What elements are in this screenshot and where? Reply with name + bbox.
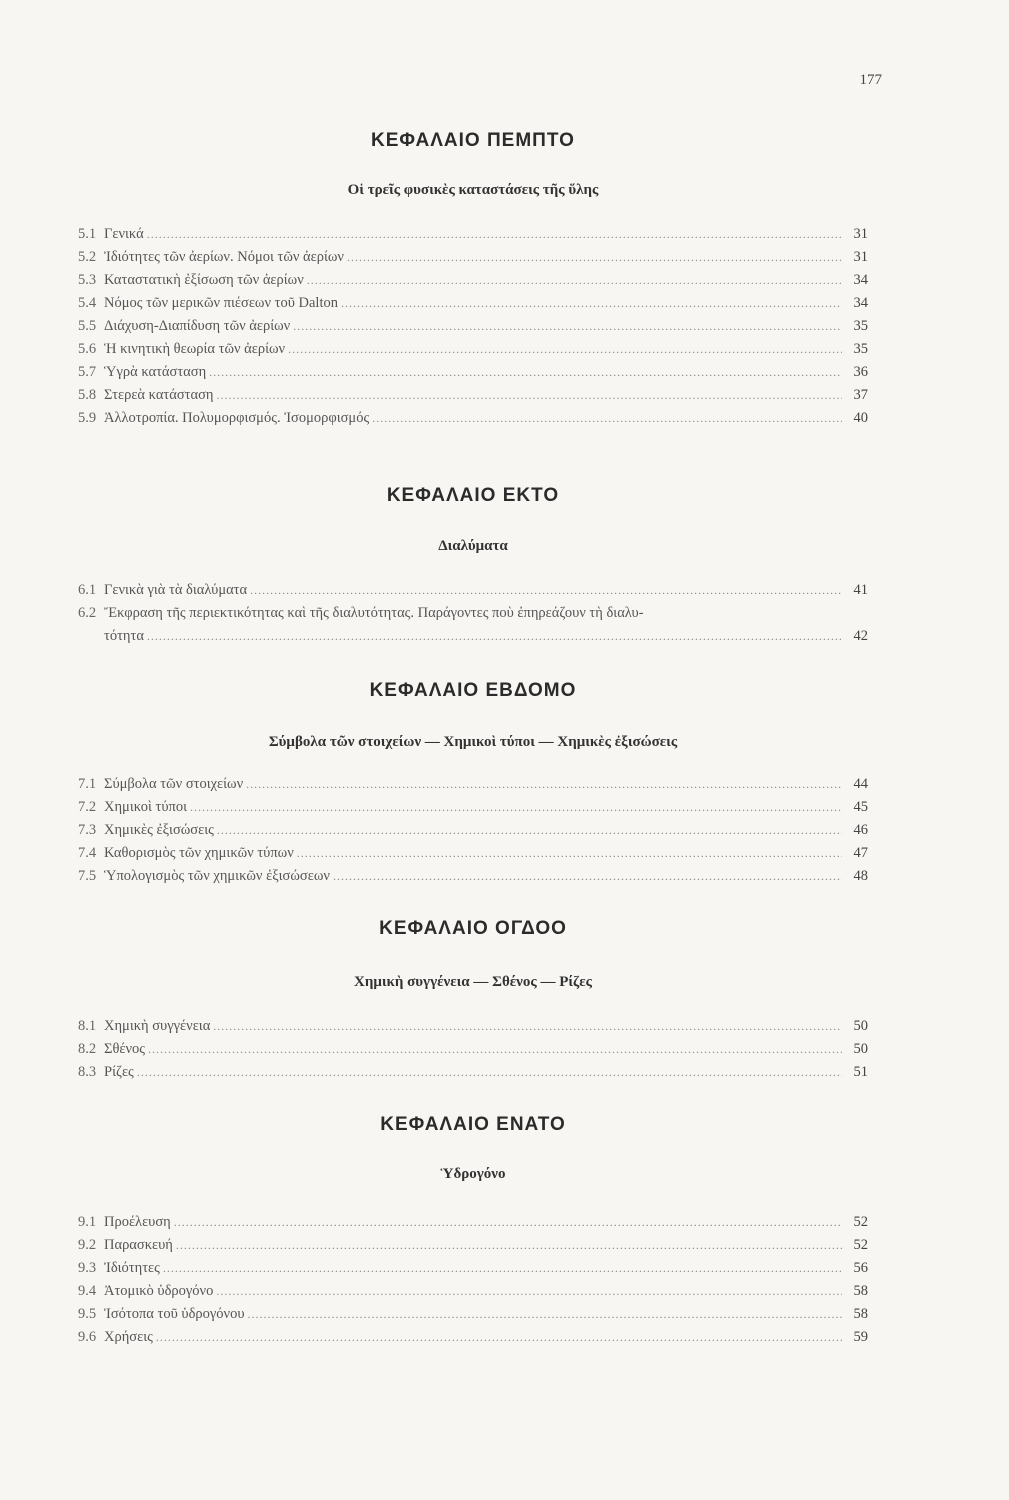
- toc-entry: [78, 361, 868, 384]
- toc-entry: [78, 1303, 868, 1326]
- toc-entry: [78, 1326, 868, 1349]
- section-page: 46: [853, 822, 868, 838]
- section-number: 6.1: [78, 582, 97, 598]
- toc-entry: [78, 246, 868, 269]
- dot-leader: [213, 1015, 842, 1038]
- section-page: 35: [853, 341, 868, 357]
- section-number: 7.4: [78, 845, 97, 861]
- section-title: Νόμος τῶν μερικῶν πιέσεων τοῦ Dalton: [104, 295, 338, 311]
- section-title: Σύμβολα τῶν στοιχείων: [104, 776, 244, 792]
- chapter-title: ΚΕΦΑΛΑΙΟ ΟΓΔΟΟ: [379, 918, 567, 939]
- dot-leader: [216, 384, 842, 407]
- section-page: 51: [853, 1064, 868, 1080]
- toc-entry: [78, 1015, 868, 1038]
- section-number: 5.2: [78, 249, 97, 265]
- toc-entry: [78, 773, 868, 796]
- section-page: 52: [853, 1214, 868, 1230]
- section-title: Ἀτομικὸ ὑδρογόνο: [104, 1283, 214, 1299]
- dot-leader: [372, 407, 842, 430]
- dot-leader: [147, 223, 842, 246]
- section-title: Ἰδιότητες: [104, 1260, 160, 1276]
- section-page: 36: [853, 364, 868, 380]
- section-title: Ρίζες: [104, 1064, 134, 1080]
- chapter-5: [78, 130, 868, 430]
- toc-entry: [78, 407, 868, 430]
- toc-entry: [78, 1061, 868, 1084]
- section-title: Χημικὴ συγγένεια: [104, 1018, 211, 1034]
- chapter-7: [78, 680, 868, 888]
- dot-leader: [248, 1303, 842, 1326]
- section-page: 45: [853, 799, 868, 815]
- section-page: 31: [853, 226, 868, 242]
- dot-leader: [297, 842, 842, 865]
- chapter-title: ΚΕΦΑΛΑΙΟ ΕΚΤΟ: [386, 485, 560, 506]
- section-title: Καταστατικὴ ἐξίσωση τῶν ἀερίων: [104, 272, 304, 288]
- section-title: Καθορισμὸς τῶν χημικῶν τύπων: [104, 845, 294, 861]
- toc-entry: [78, 315, 868, 338]
- section-page: 34: [853, 295, 868, 311]
- section-number: 8.2: [78, 1041, 97, 1057]
- section-page: 40: [853, 410, 868, 426]
- section-title: Γενικὰ γιὰ τὰ διαλύματα: [104, 582, 248, 598]
- dot-leader: [147, 625, 842, 648]
- section-page: 52: [853, 1237, 868, 1253]
- section-page: 44: [853, 776, 868, 792]
- dot-leader: [217, 819, 842, 842]
- section-number: 9.4: [78, 1283, 97, 1299]
- dot-leader: [341, 292, 842, 315]
- chapter-subtitle: Οἱ τρεῖς φυσικὲς καταστάσεις τῆς ὕλης: [347, 182, 599, 198]
- toc-entry: [78, 1211, 868, 1234]
- chapter-8: [78, 918, 868, 1084]
- section-number: 8.3: [78, 1064, 97, 1080]
- toc-entry: [78, 865, 868, 888]
- section-page: 50: [853, 1018, 868, 1034]
- section-page: 56: [853, 1260, 868, 1276]
- section-number: 9.3: [78, 1260, 97, 1276]
- toc-entries: [78, 1211, 868, 1349]
- section-title-continued: τότητα: [104, 628, 144, 644]
- dot-leader: [156, 1326, 842, 1349]
- toc-entries: [78, 223, 868, 430]
- section-number: 9.1: [78, 1214, 97, 1230]
- section-number: 7.5: [78, 868, 97, 884]
- chapter-subtitle: Χημικὴ συγγένεια — Σθένος — Ρίζες: [354, 974, 592, 990]
- section-number: 5.5: [78, 318, 97, 334]
- toc-entry: [78, 579, 868, 602]
- section-title: Ὑπολογισμὸς τῶν χημικῶν ἐξισώσεων: [104, 868, 330, 884]
- section-page: 50: [853, 1041, 868, 1057]
- toc-entry: [78, 602, 868, 648]
- chapter-6: [78, 485, 868, 648]
- section-number: 7.1: [78, 776, 97, 792]
- section-title: Σθένος: [104, 1041, 146, 1057]
- section-page: 42: [853, 628, 868, 644]
- dot-leader: [333, 865, 842, 888]
- toc-entries: [78, 579, 868, 648]
- section-title: Παρασκευή: [104, 1237, 173, 1253]
- chapter-subtitle: Ὑδρογόνο: [440, 1166, 506, 1182]
- chapter-subtitle: Σύμβολα τῶν στοιχείων — Χημικοὶ τύποι — Χημικὲς ἐξισώσεις: [268, 734, 678, 750]
- toc-entry: [78, 1234, 868, 1257]
- dot-leader: [293, 315, 842, 338]
- section-page: 58: [853, 1283, 868, 1299]
- dot-leader: [347, 246, 842, 269]
- section-title: Ἰσότοπα τοῦ ὑδρογόνου: [104, 1306, 245, 1322]
- section-page: 35: [853, 318, 868, 334]
- dot-leader: [176, 1234, 842, 1257]
- section-number: 8.1: [78, 1018, 97, 1034]
- toc-entry: [78, 338, 868, 361]
- section-title: Ἀλλοτροπία. Πολυμορφισμός. Ἰσομορφισμός: [104, 410, 370, 426]
- dot-leader: [288, 338, 842, 361]
- section-page: 31: [853, 249, 868, 265]
- chapter-title: ΚΕΦΑΛΑΙΟ ΠΕΜΠΤΟ: [371, 130, 575, 151]
- section-title: Γενικά: [104, 226, 144, 242]
- section-title: Ὑγρὰ κατάσταση: [104, 364, 207, 380]
- section-number: 6.2: [78, 605, 97, 621]
- section-number: 5.7: [78, 364, 97, 380]
- section-page: 37: [853, 387, 868, 403]
- toc-entry: [78, 384, 868, 407]
- section-title: Χημικὲς ἐξισώσεις: [104, 822, 214, 838]
- table-of-contents: [78, 122, 868, 1349]
- dot-leader: [246, 773, 842, 796]
- section-title: Προέλευση: [104, 1214, 171, 1230]
- section-title: Ἔκφραση τῆς περιεκτικότητας καὶ τῆς διαλυτότητας. Παράγοντες ποὺ ἐπηρεάζουν τὴ διαλυ-: [104, 605, 644, 621]
- section-number: 5.6: [78, 341, 97, 357]
- toc-entries: [78, 773, 868, 888]
- section-number: 5.8: [78, 387, 97, 403]
- dot-leader: [190, 796, 842, 819]
- section-number: 9.2: [78, 1237, 97, 1253]
- dot-leader: [148, 1038, 842, 1061]
- dot-leader: [216, 1280, 842, 1303]
- toc-entries: [78, 1015, 868, 1084]
- dot-leader: [174, 1211, 842, 1234]
- section-title: Ἰδιότητες τῶν ἀερίων. Νόμοι τῶν ἀερίων: [104, 249, 344, 265]
- dot-leader: [137, 1061, 842, 1084]
- toc-entry: [78, 1257, 868, 1280]
- section-number: 7.2: [78, 799, 97, 815]
- section-title: Στερεὰ κατάσταση: [104, 387, 214, 403]
- section-title: Χημικοὶ τύποι: [104, 799, 187, 815]
- section-page: 58: [853, 1306, 868, 1322]
- section-page: 41: [853, 582, 868, 598]
- chapter-9: [78, 1114, 868, 1349]
- section-title: Διάχυση-Διαπίδυση τῶν ἀερίων: [104, 318, 291, 334]
- chapter-subtitle: Διαλύματα: [438, 538, 508, 554]
- page-number: 177: [859, 72, 882, 88]
- section-number: 5.3: [78, 272, 97, 288]
- section-title: Χρήσεις: [104, 1329, 153, 1345]
- dot-leader: [250, 579, 842, 602]
- section-number: 9.5: [78, 1306, 97, 1322]
- section-page: 47: [853, 845, 868, 861]
- section-number: 5.9: [78, 410, 97, 426]
- chapter-title: ΚΕΦΑΛΑΙΟ ΕΝΑΤΟ: [380, 1114, 566, 1135]
- dot-leader: [163, 1257, 842, 1280]
- toc-entry: [78, 269, 868, 292]
- toc-entry: [78, 292, 868, 315]
- toc-entry: [78, 1280, 868, 1303]
- toc-entry: [78, 1038, 868, 1061]
- dot-leader: [307, 269, 842, 292]
- section-page: 59: [853, 1329, 868, 1345]
- section-number: 5.1: [78, 226, 97, 242]
- toc-entry: [78, 842, 868, 865]
- section-title: Ἡ κινητικὴ θεωρία τῶν ἀερίων: [104, 341, 286, 357]
- dot-leader: [209, 361, 842, 384]
- toc-entry: [78, 223, 868, 246]
- section-page: 48: [853, 868, 868, 884]
- toc-entry: [78, 819, 868, 842]
- section-page: 34: [853, 272, 868, 288]
- section-number: 7.3: [78, 822, 97, 838]
- section-number: 9.6: [78, 1329, 97, 1345]
- toc-entry: [78, 796, 868, 819]
- chapter-title: ΚΕΦΑΛΑΙΟ ΕΒΔΟΜΟ: [369, 680, 577, 701]
- section-number: 5.4: [78, 295, 97, 311]
